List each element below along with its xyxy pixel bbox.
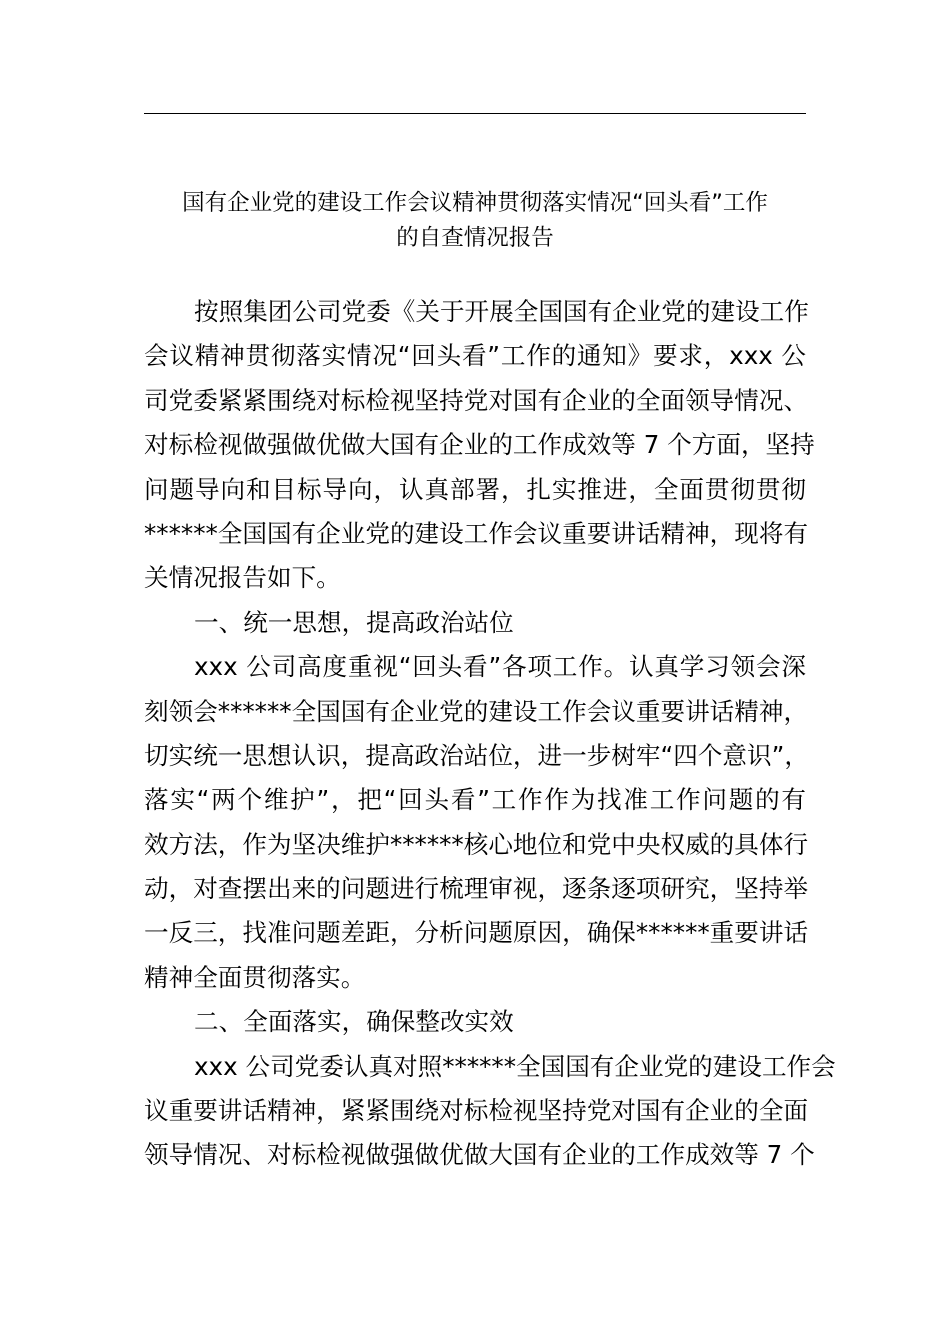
- paragraph-line: ******全国国有企业党的建设工作会议重要讲话精神，现将有: [144, 518, 809, 548]
- paragraph-line: 刻领会******全国国有企业党的建设工作会议重要讲话精神，: [144, 696, 809, 726]
- paragraph-line: 按照集团公司党委《关于开展全国国有企业党的建设工作: [194, 297, 809, 326]
- paragraph-line: 领导情况、对标检视做强做优做大国有企业的工作成效等 7 个: [144, 1140, 815, 1170]
- document-title: [120, 186, 830, 256]
- paragraph-line: 精神全面贯彻落实。: [144, 962, 366, 992]
- document-body: [144, 290, 836, 1178]
- paragraph-line: 会议精神贯彻落实情况“回头看”工作的通知》要求，xxx 公: [144, 341, 806, 371]
- paragraph-line: 动，对查摆出来的问题进行梳理审视，逐条逐项研究，坚持举: [144, 874, 809, 904]
- paragraph-line: 问题导向和目标导向，认真部署，扎实推进，全面贯彻贯彻: [144, 474, 806, 504]
- title-line: 的自查情况报告: [396, 225, 554, 251]
- section-heading: 二、全面落实，确保整改实效: [194, 1007, 514, 1037]
- section-heading: 一、统一思想，提高政治站位: [194, 607, 514, 637]
- paragraph-line: 议重要讲话精神，紧紧围绕对标检视坚持党对国有企业的全面: [144, 1096, 809, 1126]
- paragraph-line: 关情况报告如下。: [144, 563, 341, 593]
- paragraph-line: xxx 公司高度重视“回头看”各项工作。认真学习领会深: [194, 652, 806, 682]
- paragraph-line: 效方法，作为坚决维护******核心地位和党中央权威的具体行: [144, 829, 809, 859]
- paragraph-line: 一反三，找准问题差距，分析问题原因，确保******重要讲话: [144, 918, 809, 948]
- paragraph-line: 落实“两个维护”，把“回头看”工作作为找准工作问题的有: [144, 785, 806, 815]
- header-rule: [144, 113, 806, 114]
- paragraph-line: 对标检视做强做优做大国有企业的工作成效等 7 个方面，坚持: [144, 430, 815, 460]
- paragraph-line: xxx 公司党委认真对照******全国国有企业党的建设工作会: [194, 1051, 836, 1081]
- paragraph-line: 切实统一思想认识，提高政治站位，进一步树牢“四个意识”，: [144, 740, 809, 770]
- paragraph-line: 司党委紧紧围绕对标检视坚持党对国有企业的全面领导情况、: [144, 385, 809, 415]
- title-line: 国有企业党的建设工作会议精神贯彻落实情况“回头看”工作: [182, 190, 768, 216]
